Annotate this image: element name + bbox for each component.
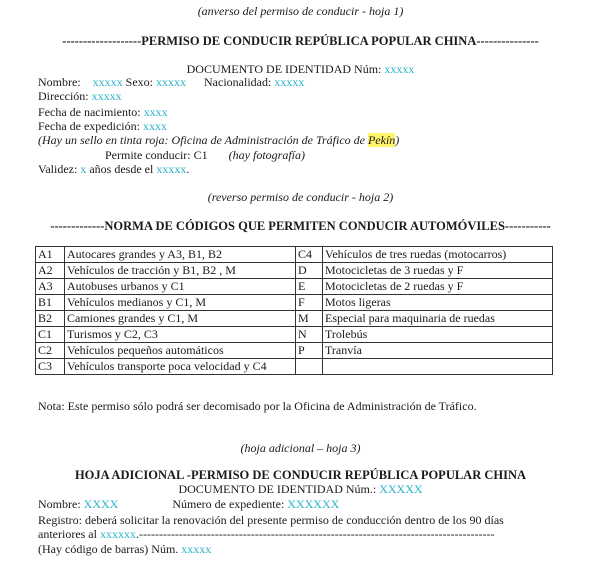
codes-table-body <box>36 247 553 375</box>
issue-value: xxxx <box>142 119 167 133</box>
table-row <box>36 295 553 311</box>
table-row <box>36 311 553 327</box>
sheet3-name-row <box>38 497 339 511</box>
sheet3-caption: (hoja adicional – hoja 3) <box>240 441 361 455</box>
code-cell: M <box>296 311 323 327</box>
code-cell: F <box>296 295 323 311</box>
title-dashes-left: ------------- <box>50 219 105 233</box>
permit-label: Permite conducir: C1 <box>105 148 208 162</box>
nationality-value: xxxxx <box>274 75 305 89</box>
title-dashes-right: ----------- <box>504 219 551 233</box>
sheet3-doc-id <box>0 482 601 496</box>
sheet3-before-row <box>38 527 495 541</box>
file-number-value: XXXXXX <box>287 497 340 511</box>
description-cell: Vehículos transporte poca velocidad y C4 <box>65 359 296 375</box>
sheet2-title <box>0 219 601 233</box>
barcode-label: (Hay código de barras) Núm. <box>38 542 179 556</box>
code-cell: N <box>296 327 323 343</box>
photo-note: (hay fotografía) <box>228 148 305 162</box>
table-row <box>36 263 553 279</box>
doc-id-value: xxxxx <box>384 62 415 76</box>
sheet3-barcode-row <box>38 542 211 556</box>
code-cell: B2 <box>36 311 65 327</box>
table-row <box>36 343 553 359</box>
validity-mid: años desde el <box>89 162 154 176</box>
description-cell: Trolebús <box>323 327 553 343</box>
sheet1-birth-row <box>38 105 168 119</box>
description-cell: Vehículos de tracción y B1, B2 , M <box>65 263 296 279</box>
name-label: Nombre: <box>38 497 81 511</box>
table-row <box>36 359 553 375</box>
barcode-value: xxxxx <box>181 542 212 556</box>
name-value: XXXX <box>83 497 119 511</box>
sheet1-address-row <box>38 89 122 103</box>
description-cell: Turismos y C2, C3 <box>65 327 296 343</box>
code-cell: C3 <box>36 359 65 375</box>
sheet1-stamp-note <box>38 133 399 147</box>
before-label: anteriores al <box>38 527 97 541</box>
description-cell <box>323 359 553 375</box>
validity-end: . <box>186 162 190 176</box>
description-cell: Motocicletas de 3 ruedas y F <box>323 263 553 279</box>
validity-label: Validez: <box>38 162 78 176</box>
file-number-label: Número de expediente: <box>172 497 285 511</box>
description-cell: Vehículos medianos y C1, M <box>65 295 296 311</box>
stamp-text: (Hay un sello en tinta roja: Oficina de Administración de Tráfico de <box>38 133 368 147</box>
sheet2-caption: (reverso permiso de conducir - hoja 2) <box>207 190 394 204</box>
doc-id-label: DOCUMENTO DE IDENTIDAD Núm.: <box>178 482 377 496</box>
description-cell: Autobuses urbanos y C1 <box>65 279 296 295</box>
description-cell: Especial para maquinaria de ruedas <box>323 311 553 327</box>
sex-label: Sexo: <box>125 75 153 89</box>
doc-id-label: DOCUMENTO DE IDENTIDAD Núm: <box>186 62 382 76</box>
stamp-city: Pekín <box>367 133 396 147</box>
before-dashes: .----------------------------------------------------------------------------------------- <box>135 527 495 541</box>
description-cell: Vehículos pequeños automáticos <box>65 343 296 359</box>
description-cell: Camiones grandes y C1, M <box>65 311 296 327</box>
sheet1-doc-id <box>0 62 601 76</box>
description-cell: Motos ligeras <box>323 295 553 311</box>
birth-value: xxxx <box>143 105 168 119</box>
nationality-label: Nacionalidad: <box>204 75 272 89</box>
table-row <box>36 247 553 263</box>
sheet1-validity-row <box>38 162 189 176</box>
title-text: NORMA DE CÓDIGOS QUE PERMITEN CONDUCIR AUTOMÓVILES <box>104 219 505 233</box>
sheet1-issue-row <box>38 119 167 133</box>
code-cell: C1 <box>36 327 65 343</box>
validity-date-value: xxxxx <box>156 162 187 176</box>
sheet1-title <box>0 34 601 48</box>
title-dashes-left: ------------------- <box>62 34 142 48</box>
doc-id-value: XXXXX <box>379 482 423 496</box>
sheet1-name-row <box>38 75 304 89</box>
description-cell: Vehículos de tres ruedas (motocarros) <box>323 247 553 263</box>
code-cell: P <box>296 343 323 359</box>
address-label: Dirección: <box>38 89 89 103</box>
table-row <box>36 327 553 343</box>
stamp-close: ) <box>395 133 400 147</box>
validity-years-value: x <box>80 162 87 176</box>
code-cell: A1 <box>36 247 65 263</box>
code-cell: C2 <box>36 343 65 359</box>
sheet1-permit-row <box>105 148 305 162</box>
code-cell: A3 <box>36 279 65 295</box>
birth-label: Fecha de nacimiento: <box>38 105 141 119</box>
code-cell: E <box>296 279 323 295</box>
description-cell: Tranvía <box>323 343 553 359</box>
code-cell: C4 <box>296 247 323 263</box>
codes-table <box>35 246 553 375</box>
description-cell: Motocicletas de 2 ruedas y F <box>323 279 553 295</box>
address-value: xxxxx <box>91 89 122 103</box>
title-dashes-right: --------------- <box>476 34 539 48</box>
name-value: xxxxx <box>92 75 123 89</box>
title-text: PERMISO DE CONDUCIR REPÚBLICA POPULAR CHINA <box>141 34 477 48</box>
code-cell <box>296 359 323 375</box>
before-value: xxxxxx <box>99 527 136 541</box>
code-cell: B1 <box>36 295 65 311</box>
sheet2-note: Nota: Este permiso sólo podrá ser decomisado por la Oficina de Administración de Tráfico. <box>38 399 477 413</box>
issue-label: Fecha de expedición: <box>38 119 140 133</box>
description-cell: Autocares grandes y A3, B1, B2 <box>65 247 296 263</box>
sex-value: xxxxx <box>156 75 186 89</box>
name-label: Nombre: <box>38 75 81 89</box>
table-row <box>36 279 553 295</box>
code-cell: A2 <box>36 263 65 279</box>
code-cell: D <box>296 263 323 279</box>
sheet3-register-text: Registro: deberá solicitar la renovación del presente permiso de conducción dentro de los 90 días <box>38 513 504 527</box>
sheet3-title: HOJA ADICIONAL -PERMISO DE CONDUCIR REPÚBLICA POPULAR CHINA <box>74 468 527 482</box>
sheet1-caption: (anverso del permiso de conducir - hoja 1) <box>197 4 404 18</box>
